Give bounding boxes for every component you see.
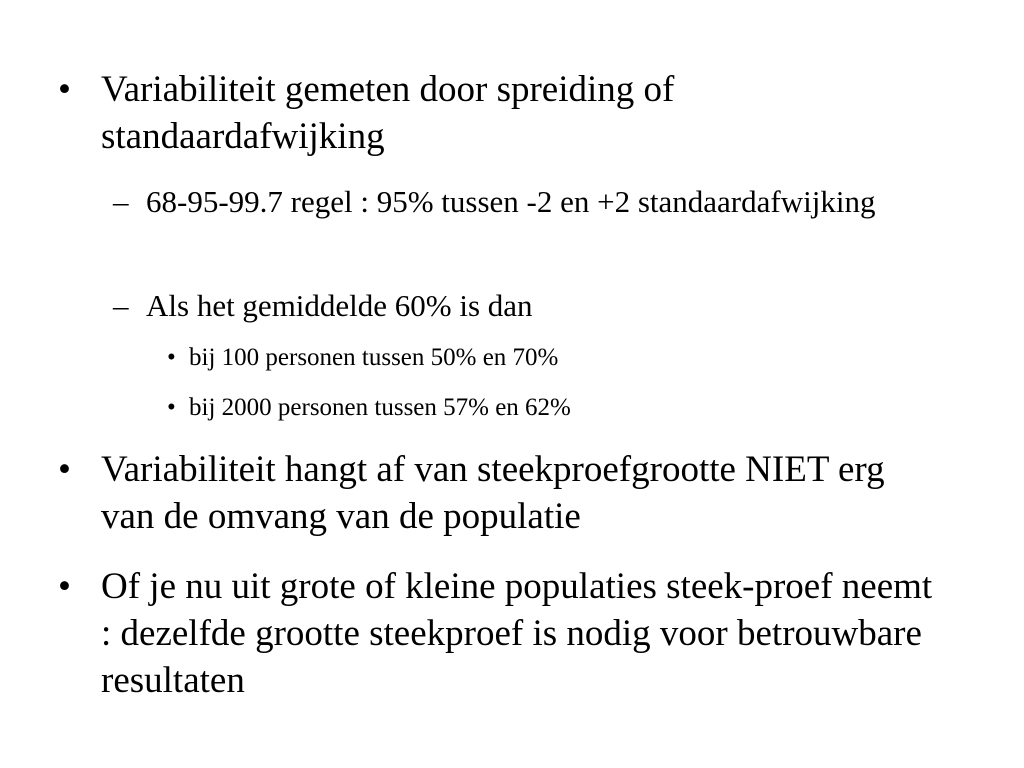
sub-sub-bullet-text: bij 100 personen tussen 50% en 70%: [189, 344, 559, 371]
dash-marker: –: [113, 288, 129, 323]
dash-marker: –: [113, 184, 129, 219]
sub-sub-bullet-item: [167, 342, 967, 374]
bullet-item: [58, 563, 938, 704]
bullet-text: Variabiliteit hangt af van steekproefgrootte NIET erg van de omvang van de populatie: [101, 449, 885, 537]
bullet-item: [58, 446, 938, 540]
bullet-text: Of je nu uit grote of kleine populaties steek-proef neemt : dezelfde grootte steekproef is nodig voor betrouwbare resultaten: [101, 566, 933, 701]
bullet-marker: •: [58, 566, 71, 607]
sub-bullet-item: [113, 182, 953, 222]
sub-sub-bullet-text: bij 2000 personen tussen 57% en 62%: [189, 394, 571, 421]
sub-sub-bullet-item: [167, 392, 967, 424]
bullet-marker: •: [58, 449, 71, 490]
bullet-text: Variabiliteit gemeten door spreiding of standaardafwijking: [101, 69, 675, 157]
bullet-marker: •: [58, 69, 71, 110]
bullet-marker: •: [167, 344, 176, 371]
sub-bullet-item: [113, 286, 953, 326]
sub-bullet-text: 68-95-99.7 regel : 95% tussen -2 en +2 standaardafwijking: [146, 184, 876, 219]
bullet-item: [58, 66, 938, 160]
sub-bullet-text: Als het gemiddelde 60% is dan: [146, 288, 533, 323]
bullet-marker: •: [167, 394, 176, 421]
